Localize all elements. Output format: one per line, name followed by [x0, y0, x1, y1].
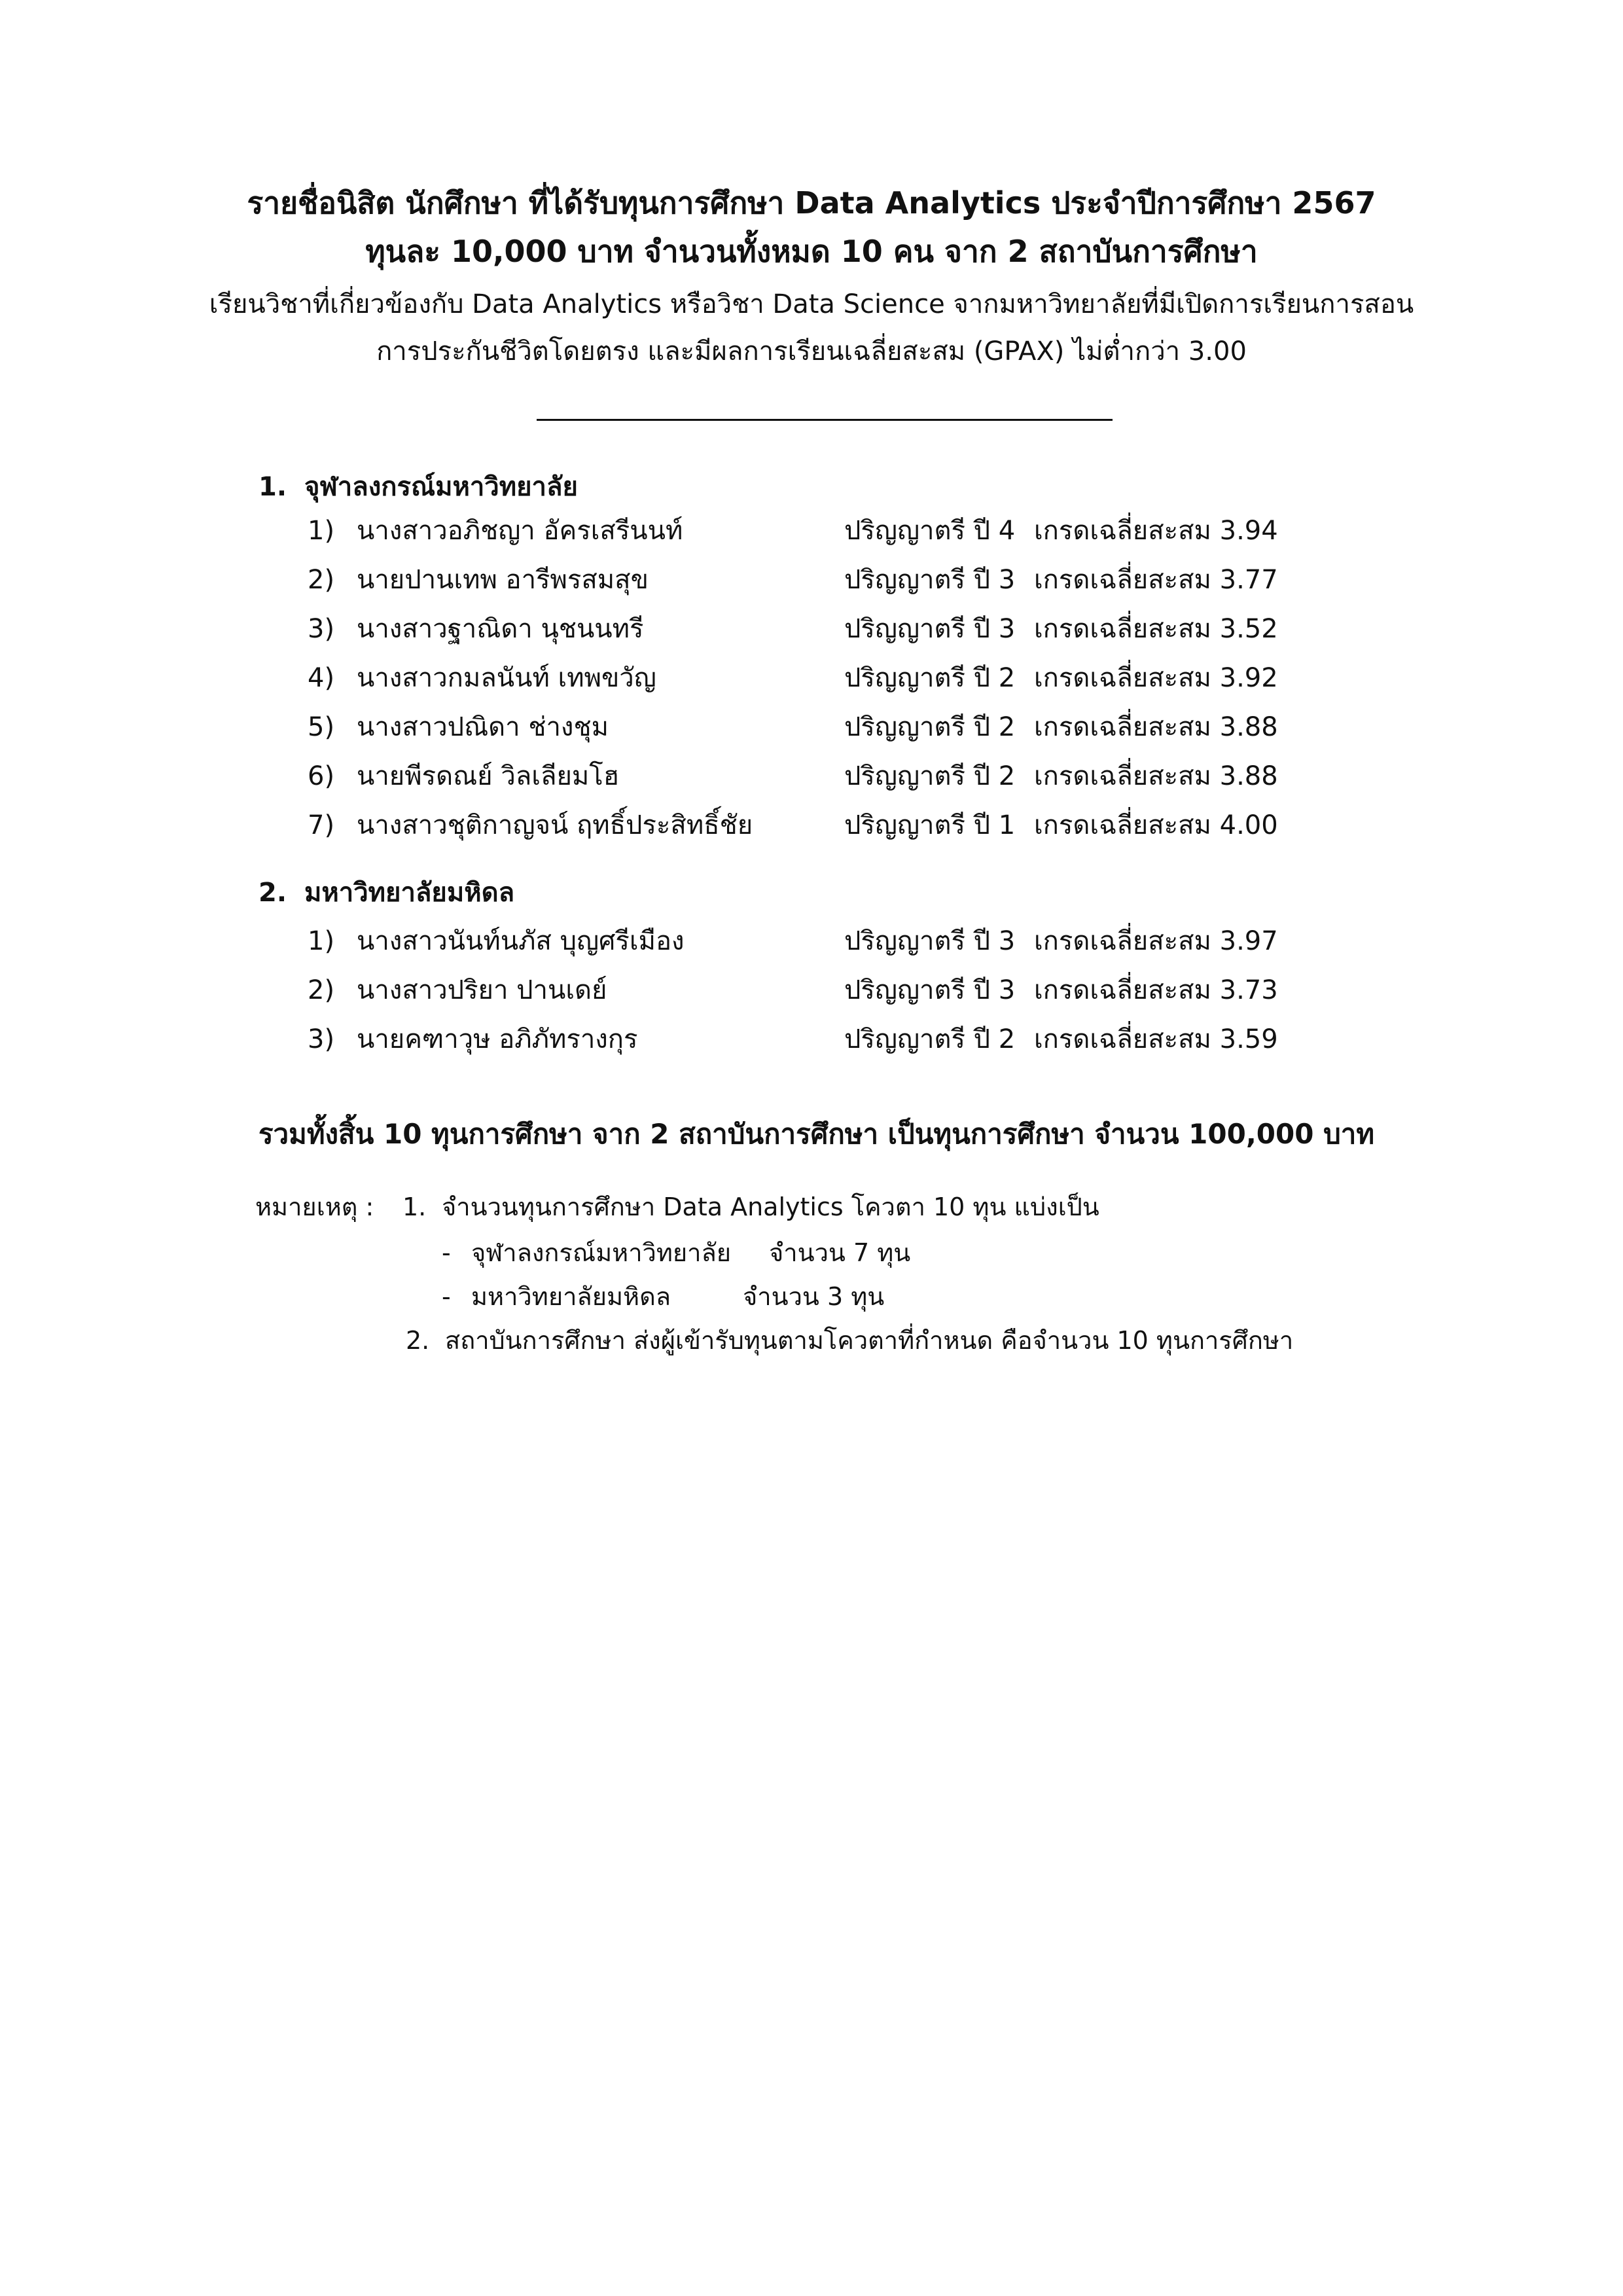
student-degree: ปริญญาตรี ปี 2 [844, 761, 1016, 791]
note-text: จำนวนทุนการศึกษา Data Analytics โควตา 10 ทุน แบ่งเป็น [442, 1193, 1099, 1221]
student-name: นางสาวชุติกาญจน์ ฤทธิ์ประสิทธิ์ชัย [357, 810, 753, 840]
student-gpa: เกรดเฉลี่ยสะสม 4.00 [1034, 810, 1278, 840]
student-name: นายปานเทพ อารีพรสมสุข [357, 565, 649, 595]
student-gpa: เกรดเฉลี่ยสะสม 3.52 [1034, 614, 1278, 644]
student-name: นายพีรดณย์ วิลเลียมโฮ [357, 761, 620, 791]
note-item-2 [406, 1323, 1294, 1357]
note-sub-item-chulalongkorn [442, 1236, 911, 1270]
student-name: นางสาวปณิดา ช่างชุม [357, 712, 609, 742]
section-heading-mahidol [259, 876, 514, 910]
student-index: 4) [308, 663, 335, 693]
student-degree: ปริญญาตรี ปี 4 [844, 516, 1016, 546]
section-number: 2. [259, 878, 287, 908]
student-gpa: เกรดเฉลี่ยสะสม 3.59 [1034, 1024, 1278, 1054]
student-degree: ปริญญาตรี ปี 3 [844, 926, 1016, 956]
student-gpa: เกรดเฉลี่ยสะสม 3.94 [1034, 516, 1278, 546]
note-sub-name: มหาวิทยาลัยมหิดล [471, 1282, 671, 1311]
student-name: นางสาวนันท์นภัส บุญศรีเมือง [357, 926, 685, 956]
student-name: นางสาวอภิชญา อัครเสรีนนท์ [357, 516, 683, 546]
note-number: 1. [402, 1193, 427, 1221]
summary-total: รวมทั้งสิ้น 10 ทุนการศึกษา จาก 2 สถาบันการศึกษา เป็นทุนการศึกษา จำนวน 100,000 บาท [259, 1118, 1375, 1150]
section-name: มหาวิทยาลัยมหิดล [304, 878, 515, 908]
note-dash: - [442, 1238, 451, 1267]
student-gpa: เกรดเฉลี่ยสะสม 3.88 [1034, 712, 1278, 742]
document-subtitle-line-1: เรียนวิชาที่เกี่ยวข้องกับ Data Analytics หรือวิชา Data Science จากมหาวิทยาลัยที่มีเปิดการเรียนการสอน [209, 289, 1414, 319]
student-name: นางสาวกมลนันท์ เทพขวัญ [357, 663, 656, 693]
student-index: 3) [308, 614, 335, 644]
section-number: 1. [259, 472, 287, 502]
student-index: 5) [308, 712, 335, 742]
note-number: 2. [406, 1326, 430, 1355]
note-sub-item-mahidol [442, 1280, 885, 1314]
student-index: 2) [308, 565, 335, 595]
student-gpa: เกรดเฉลี่ยสะสม 3.77 [1034, 565, 1278, 595]
student-degree: ปริญญาตรี ปี 2 [844, 1024, 1016, 1054]
student-degree: ปริญญาตรี ปี 1 [844, 810, 1016, 840]
student-degree: ปริญญาตรี ปี 3 [844, 975, 1016, 1005]
note-item-1 [402, 1190, 1099, 1224]
student-name: นายคฑาวุษ อภิภัทรางกุร [357, 1024, 638, 1054]
section-name: จุฬาลงกรณ์มหาวิทยาลัย [304, 472, 578, 502]
document-title-line-1: รายชื่อนิสิต นักศึกษา ที่ได้รับทุนการศึกษา Data Analytics ประจำปีการศึกษา 2567 [247, 185, 1376, 221]
note-sub-count: จำนวน 7 ทุน [769, 1238, 911, 1267]
student-degree: ปริญญาตรี ปี 3 [844, 614, 1016, 644]
student-name: นางสาวฐาณิดา นุชนนทรี [357, 614, 644, 644]
student-degree: ปริญญาตรี ปี 3 [844, 565, 1016, 595]
student-index: 2) [308, 975, 335, 1005]
student-degree: ปริญญาตรี ปี 2 [844, 712, 1016, 742]
divider-line [537, 419, 1113, 421]
document-title-line-2: ทุนละ 10,000 บาท จำนวนทั้งหมด 10 คน จาก 2 สถาบันการศึกษา [365, 234, 1258, 269]
student-degree: ปริญญาตรี ปี 2 [844, 663, 1016, 693]
notes-block [255, 1190, 374, 1224]
note-sub-count: จำนวน 3 ทุน [743, 1282, 885, 1311]
student-index: 6) [308, 761, 335, 791]
student-index: 1) [308, 516, 335, 546]
student-index: 3) [308, 1024, 335, 1054]
student-gpa: เกรดเฉลี่ยสะสม 3.73 [1034, 975, 1278, 1005]
document-subtitle-line-2: การประกันชีวิตโดยตรง และมีผลการเรียนเฉลี่ยสะสม (GPAX) ไม่ต่ำกว่า 3.00 [376, 336, 1247, 367]
note-dash: - [442, 1282, 451, 1311]
student-name: นางสาวปริยา ปานเดย์ [357, 975, 607, 1005]
note-sub-name: จุฬาลงกรณ์มหาวิทยาลัย [471, 1238, 732, 1267]
student-gpa: เกรดเฉลี่ยสะสม 3.92 [1034, 663, 1278, 693]
section-heading-chulalongkorn [259, 470, 578, 504]
notes-label: หมายเหตุ : [255, 1193, 374, 1221]
student-gpa: เกรดเฉลี่ยสะสม 3.88 [1034, 761, 1278, 791]
note-text: สถาบันการศึกษา ส่งผู้เข้ารับทุนตามโควตาที่กำหนด คือจำนวน 10 ทุนการศึกษา [445, 1326, 1294, 1355]
student-index: 1) [308, 926, 335, 956]
student-index: 7) [308, 810, 335, 840]
student-gpa: เกรดเฉลี่ยสะสม 3.97 [1034, 926, 1278, 956]
